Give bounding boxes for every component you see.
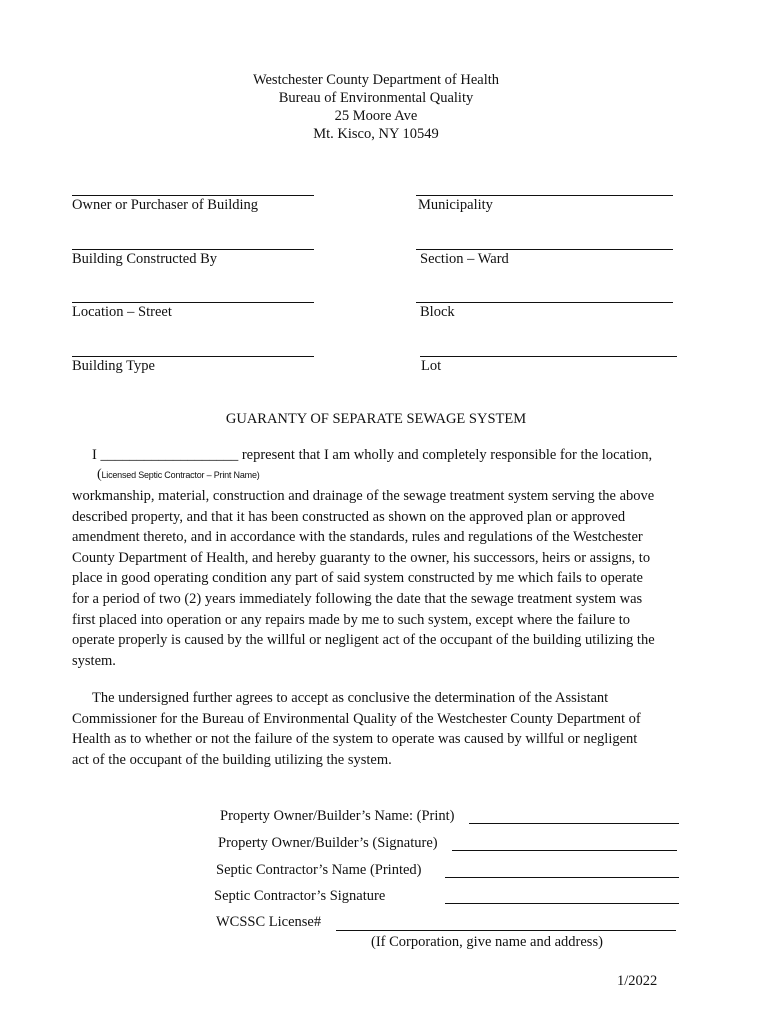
owner-line[interactable] <box>72 195 314 196</box>
paragraph-line: County Department of Health, and hereby guaranty to the owner, his successors, heirs or assigns, to <box>72 549 651 566</box>
block-line[interactable] <box>416 302 673 303</box>
owner-label: Owner or Purchaser of Building <box>72 197 259 213</box>
corporation-note: (If Corporation, give name and address) <box>371 934 603 950</box>
contractor-signature-label: Septic Contractor’s Signature <box>214 888 386 904</box>
paragraph-line: described property, and that it has been constructed as shown on the approved plan or approved <box>72 508 626 525</box>
agency-name: Westchester County Department of Health <box>252 72 500 88</box>
building-type-line[interactable] <box>72 356 314 357</box>
caption-text: Licensed Septic Contractor – Print Name) <box>101 470 260 480</box>
constructed-by-line[interactable] <box>72 249 314 250</box>
owner-print-label: Property Owner/Builder’s Name: (Print) <box>220 808 455 824</box>
street-address: 25 Moore Ave <box>334 108 418 124</box>
owner-print-line[interactable] <box>469 823 679 824</box>
guaranty-paragraph <box>72 486 684 671</box>
paragraph-line: place in good operating condition any part of said system constructed by me which fails to operate <box>72 570 643 587</box>
lot-label: Lot <box>421 358 442 374</box>
section-ward-label: Section – Ward <box>420 251 509 267</box>
paragraph-line: workmanship, material, construction and drainage of the sewage treatment system serving the above <box>72 488 655 504</box>
license-label: WCSSC License# <box>216 914 322 930</box>
contractor-name-caption <box>97 467 260 483</box>
contractor-signature-line[interactable] <box>445 903 679 904</box>
section-ward-line[interactable] <box>416 249 673 250</box>
agency-header <box>0 71 752 143</box>
guaranty-lead-line: I ___________________ represent that I am wholly and completely responsible for the location, <box>92 447 653 463</box>
license-line[interactable] <box>336 930 676 931</box>
owner-signature-label: Property Owner/Builder’s (Signature) <box>218 835 438 851</box>
block-label: Block <box>420 304 455 320</box>
paragraph-line: amendment thereto, and in accordance with the standards, rules and regulations of the Westchester <box>72 529 643 546</box>
paragraph-line: The undersigned further agrees to accept as conclusive the determination of the Assistant <box>92 690 609 706</box>
document-title: GUARANTY OF SEPARATE SEWAGE SYSTEM <box>225 411 527 427</box>
paragraph-line: first placed into operation or any repairs made by me to such system, except where the failure to <box>72 611 631 628</box>
paragraph-line: operate properly is caused by the willful or negligent act of the occupant of the building utilizing the <box>72 632 655 649</box>
municipality-label: Municipality <box>418 197 493 213</box>
determination-paragraph <box>72 688 684 770</box>
contractor-name-label: Septic Contractor’s Name (Printed) <box>216 862 422 878</box>
city-address: Mt. Kisco, NY 10549 <box>313 126 439 142</box>
contractor-name-line[interactable] <box>445 877 679 878</box>
paragraph-line: Health as to whether or not the failure of the system to operate was caused by willful or negligent <box>72 731 638 748</box>
paragraph-line: system. <box>72 652 116 669</box>
location-street-line[interactable] <box>72 302 314 303</box>
revision-date: 1/2022 <box>617 973 658 989</box>
caption-open-paren: ( <box>97 467 102 482</box>
location-street-label: Location – Street <box>72 304 172 320</box>
paragraph-line: for a period of two (2) years immediately following the date that the sewage treatment system was <box>72 590 643 607</box>
owner-signature-line[interactable] <box>452 850 677 851</box>
municipality-line[interactable] <box>416 195 673 196</box>
constructed-by-label: Building Constructed By <box>72 251 217 267</box>
lot-line[interactable] <box>420 356 677 357</box>
building-type-label: Building Type <box>72 358 155 374</box>
paragraph-line: act of the occupant of the building utilizing the system. <box>72 751 392 768</box>
paragraph-line: Commissioner for the Bureau of Environmental Quality of the Westchester County Department of <box>72 710 641 727</box>
bureau-name: Bureau of Environmental Quality <box>278 90 474 106</box>
